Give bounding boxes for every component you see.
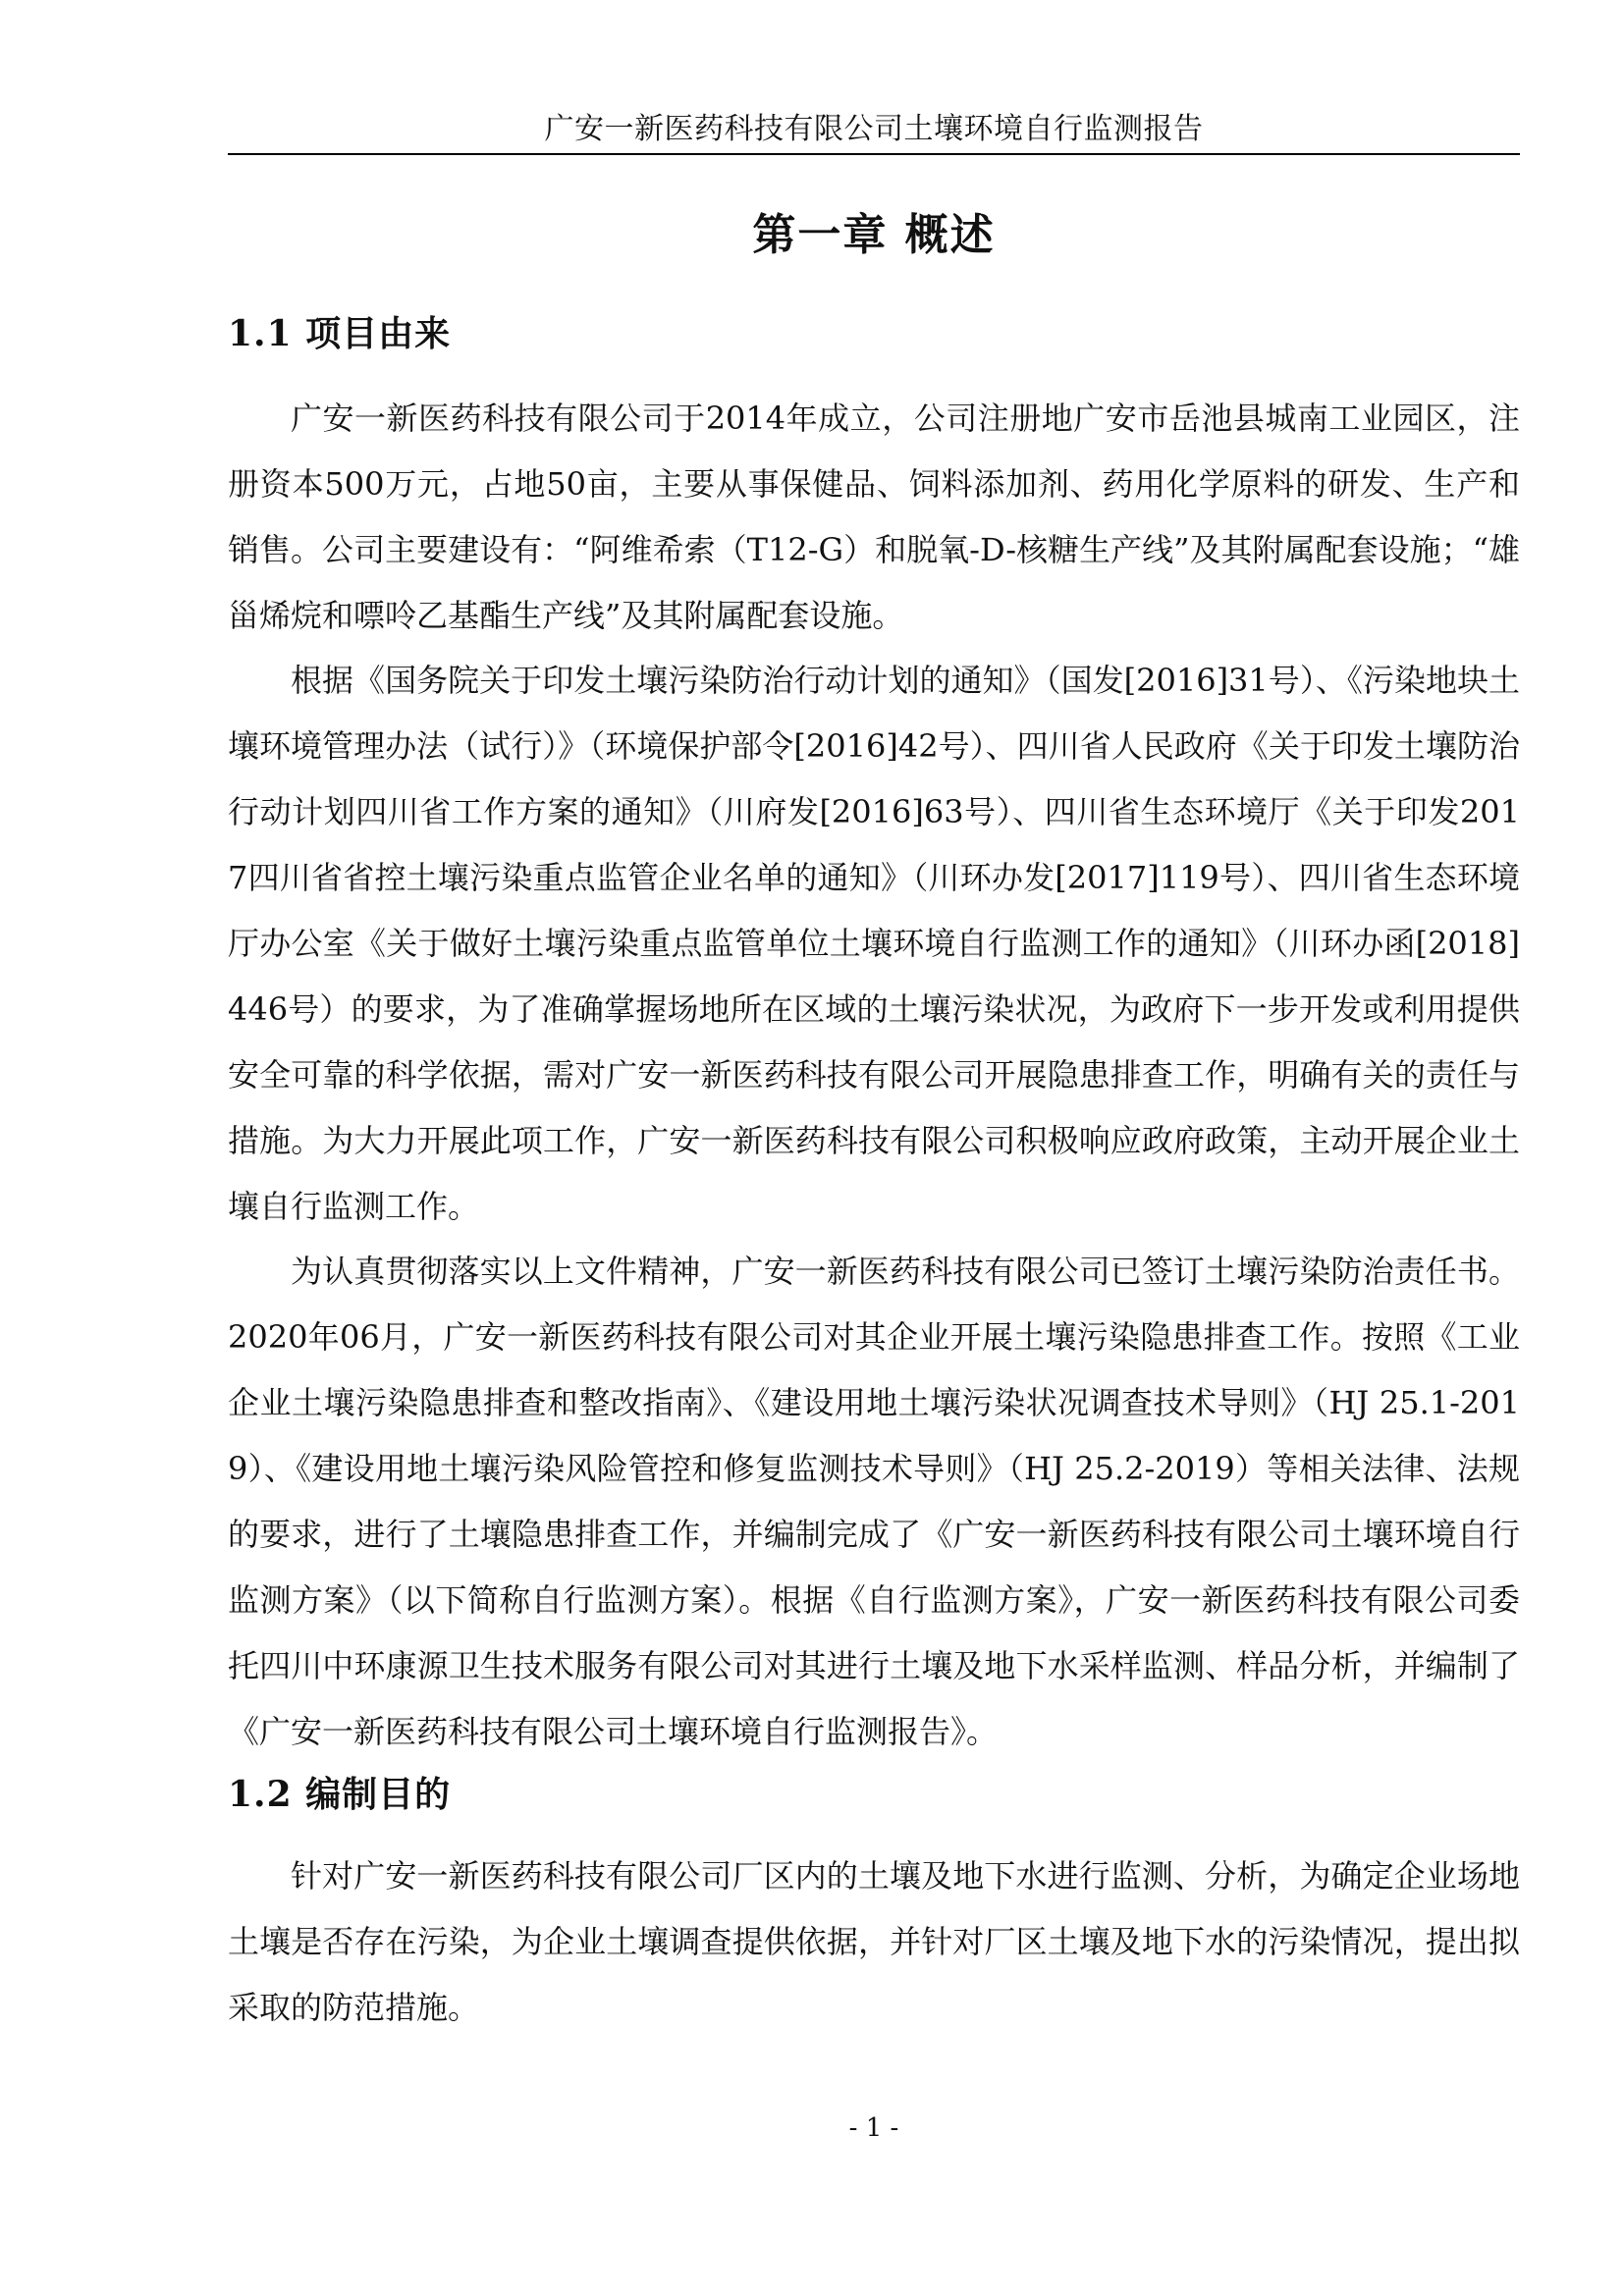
paragraph-project-origin-2: 根据《国务院关于印发土壤污染防治行动计划的通知》（国发[2016]31号）、《污染地块土壤环境管理办法（试行）》（环境保护部令[2016]42号）、四川省人民政府《关于印发土壤防治行动计划四川省工作方案的通知》（川府发[2016]63号）、四川省生态环境厅《关于印发2017四川省省控土壤污染重点监管企业名单的通知》（川环办发[2017]119号）、四川省生态环境厅办公室《关于做好土壤污染重点监管单位土壤环境自行监测工作的通知》（川环办函[2018]446号）的要求，为了准确掌握场地所在区域的土壤污染状况，为政府下一步开发或利用提供安全可靠的科学依据，需对广安一新医药科技有限公司开展隐患排查工作，明确有关的责任与措施。为大力开展此项工作，广安一新医药科技有限公司积极响应政府政策，主动开展企业土壤自行监测工作。	[228, 662, 1520, 1225]
chapter-title: 第一章 概述	[752, 210, 996, 260]
running-header: 广安一新医药科技有限公司土壤环境自行监测报告	[544, 112, 1204, 146]
header-divider	[228, 153, 1520, 155]
section-heading-1-1: 1.1 项目由来	[228, 313, 452, 354]
paragraph-project-origin-1: 广安一新医药科技有限公司于2014年成立，公司注册地广安市岳池县城南工业园区，注册资本500万元，占地50亩，主要从事保健品、饲料添加剂、药用化学原料的研发、生产和销售。公司主要建设有：“阿维希索（T12-G）和脱氧-D-核糖生产线”及其附属配套设施；“雄甾烯烷和嘌呤乙基酯生产线”及其附属配套设施。	[228, 400, 1520, 634]
paragraph-project-origin-3: 为认真贯彻落实以上文件精神，广安一新医药科技有限公司已签订土壤污染防治责任书。2020年06月，广安一新医药科技有限公司对其企业开展土壤污染隐患排查工作。按照《工业企业土壤污染隐患排查和整改指南》、《建设用地土壤污染状况调查技术导则》（HJ 25.1-2019）、《建设用地土壤污染风险管控和修复监测技术导则》（HJ 25.2-2019）等相关法律、法规的要求，进行了土壤隐患排查工作，并编制完成了《广安一新医药科技有限公司土壤环境自行监测方案》（以下简称自行监测方案）。根据《自行监测方案》，广安一新医药科技有限公司委托四川中环康源卫生技术服务有限公司对其进行土壤及地下水采样监测、样品分析，并编制了《广安一新医药科技有限公司土壤环境自行监测报告》。	[228, 1253, 1520, 1750]
paragraph-purpose: 针对广安一新医药科技有限公司厂区内的土壤及地下水进行监测、分析，为确定企业场地土壤是否存在污染，为企业土壤调查提供依据，并针对厂区土壤及地下水的污染情况，提出拟采取的防范措施。	[228, 1857, 1520, 2026]
page-number: - 1 -	[848, 2113, 899, 2143]
section-heading-1-2: 1.2 编制目的	[228, 1774, 452, 1815]
